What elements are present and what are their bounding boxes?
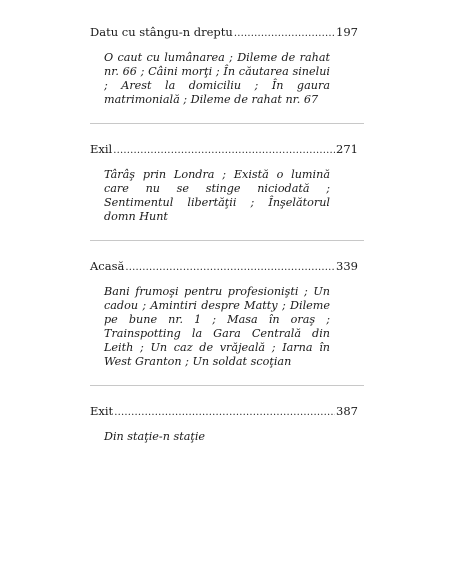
table-of-contents bbox=[90, 24, 358, 444]
section-title: Acasă bbox=[90, 259, 125, 273]
dot-leader bbox=[113, 143, 335, 159]
section-entries: O caut cu lumânarea ; Dileme de rahat nr. 66 ; Câini morţi ; În căutarea sinelui ; Arest la domiciliu ; În gaura matrimonială ; Dileme de rahat nr. 67 bbox=[104, 51, 330, 106]
section-title: Datu cu stângu-n dreptu bbox=[90, 25, 233, 39]
toc-section-exit bbox=[90, 403, 358, 444]
section-page-number: 197 bbox=[336, 25, 358, 39]
section-title: Exit bbox=[90, 404, 114, 418]
toc-section-datu-cu-stangu bbox=[90, 24, 358, 107]
section-entries: Bani frumoşi pentru profesionişti ; Un cadou ; Amintiri despre Matty ; Dileme pe bune nr. 1 ; Masa în oraş ; Trainspotting la Gara Centrală din Leith ; Un caz de vrăjeală ; Iarna în West Granton ; Un soldat scoţian bbox=[104, 285, 330, 368]
section-entries: Târâş prin Londra ; Există o lumină care nu se stinge niciodată ; Sentimentul libertăţii ; Înşelătorul domn Hunt bbox=[104, 168, 330, 223]
section-page-number: 271 bbox=[336, 142, 358, 156]
section-divider bbox=[90, 123, 364, 124]
dot-leader bbox=[125, 260, 335, 276]
toc-heading-row bbox=[90, 258, 358, 276]
toc-section-acasa bbox=[90, 258, 358, 369]
section-title: Exil bbox=[90, 142, 113, 156]
section-page-number: 387 bbox=[336, 404, 358, 418]
section-page-number: 339 bbox=[336, 259, 358, 273]
toc-section-exil bbox=[90, 141, 358, 224]
dot-leader bbox=[234, 26, 335, 42]
section-divider bbox=[90, 385, 364, 386]
toc-heading-row bbox=[90, 141, 358, 159]
section-divider bbox=[90, 240, 364, 241]
toc-heading-row bbox=[90, 24, 358, 42]
dot-leader bbox=[114, 405, 335, 421]
toc-heading-row bbox=[90, 403, 358, 421]
section-entries: Din staţie-n staţie bbox=[104, 430, 206, 443]
